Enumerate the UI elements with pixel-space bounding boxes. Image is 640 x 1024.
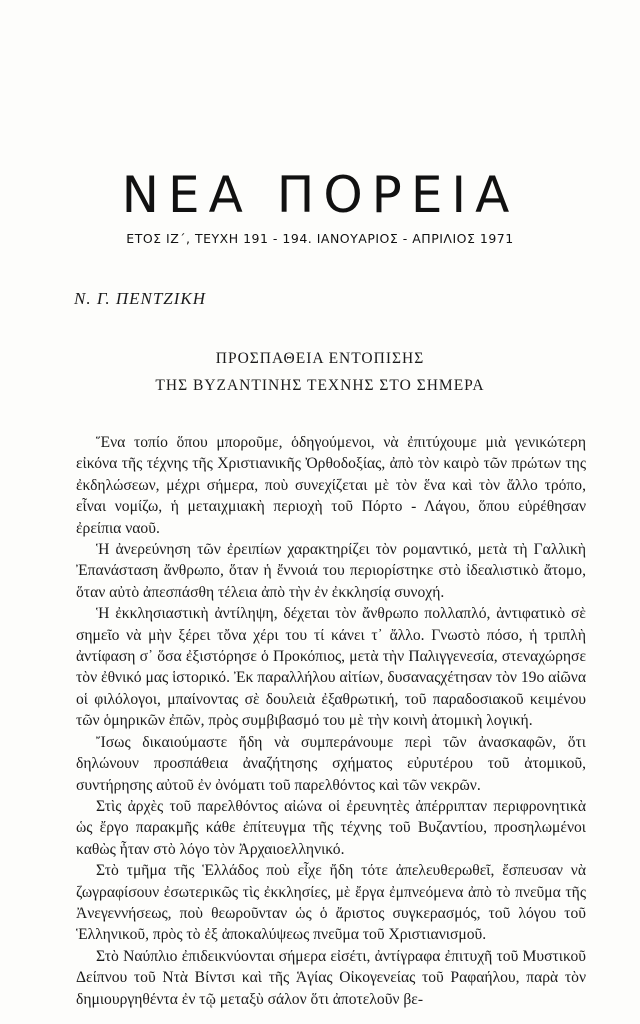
paragraph: Στὸ Ναύπλιο ἐπιδεικνύονται σήμερα εἰσέτι, ἀντίγραφα ἐπιτυχῆ τοῦ Μυστικοῦ Δείπνου τοῦ Ντὰ Βίντσι καὶ τῆς Ἁγίας Οἰκογενείας τοῦ Ραφαήλου, παρὰ τὸν δημιουργηθέντα ἐν τῷ μεταξὺ σάλον ὅτι ἀποτελοῦν βε- — [76, 947, 586, 1008]
article-author: Ν. Γ. ΠΕΝΤΖΙΚΗ — [74, 289, 207, 308]
paragraph: Στὸ τμῆμα τῆς Ἑλλάδος ποὺ εἶχε ἤδη τότε ἀπελευθερωθεῖ, ἔσπευσαν νὰ ζωγραφίσουν ἐσωτερικῶς τὶς ἐκκλησίες, μὲ ἔργα ἐμπνεόμενα ἀπὸ τὸ πνεῦμα τῆς Ἀνεγεννήσεως, ποὺ θεωροῦνταν ὡς ὁ ἄριστος συγκερασμός, τοῦ λόγου τοῦ Ἑλληνικοῦ, πρὸς τὸ ἐξ ἀποκαλύψεως πνεῦμα τοῦ Χριστιανισμοῦ. — [76, 862, 586, 944]
issue-line: ΕΤΟΣ ΙΖ΄, ΤΕΥΧΗ 191 - 194. ΙΑΝΟΥΑΡΙΟΣ - ΑΠΡΙΛΙΟΣ 1971 — [126, 231, 514, 246]
paragraph: Ἴσως δικαιούμαστε ἤδη νὰ συμπεράνουμε περὶ τῶν ἀνασκαφῶν, ὅτι δηλώνουν προσπάθεια ἀναζήτησης σχήματος εὐρυτέρου τοῦ ἀτομικοῦ, συντήρησης αὐτοῦ ἐν ὀνόματι τοῦ παρελθόντος καὶ τῶν νεκρῶν. — [76, 733, 586, 794]
paragraph: Ἡ ἀνερεύνηση τῶν ἐρειπίων χαρακτηρίζει τὸν ρομαντικό, μετὰ τὴ Γαλλικὴ Ἐπανάσταση ἄνθρωπο, ὅταν ἡ ἔννοιά του περιορίστηκε στὸ ἰδεαλιστικὸ ἄτομο, ὅταν αὐτὸ ἀπεσπάσθη τέλεια ἀπὸ τὴν ἐν ἐκκλησίᾳ συνοχή. — [76, 541, 586, 601]
article-title-line-1: ΠΡΟΣΠΑΘΕΙΑ ΕΝΤΟΠΙΣΗΣ — [215, 350, 425, 367]
article-title-line-2: ΤΗΣ ΒΥΖΑΝΤΙΝΗΣ ΤΕΧΝΗΣ ΣΤΟ ΣΗΜΕΡΑ — [155, 377, 485, 394]
journal-title: ΝΕΑ ΠΟΡΕΙΑ — [121, 166, 519, 224]
article-body — [76, 432, 586, 1010]
article-title — [0, 345, 640, 399]
paragraph: Στὶς ἀρχὲς τοῦ παρελθόντος αἰώνα οἱ ἐρευνητὲς ἀπέρριπταν περιφρονητικὰ ὡς ἔργο παρακμῆς κάθε ἐπίτευγμα τῆς τέχνης τοῦ Βυζαντίου, προσηλωμένοι καθὼς ἦταν στὸ λόγο τὸν Ἀρχαιοελληνικό. — [76, 797, 586, 858]
paragraph: Ἕνα τοπίο ὅπου μποροῦμε, ὁδηγούμενοι, νὰ ἐπιτύχουμε μιὰ γενικώτερη εἰκόνα τῆς τέχνης τῆς Χριστιανικῆς Ὀρθοδοξίας, ἀπὸ τὸν καιρὸ τῶν πρώτων της ἐκδηλώσεων, μέχρι σήμερα, ποὺ συνεχίζεται μὲ τὸν ἕνα καὶ τὸν ἄλλο τρόπο, εἶναι νομίζω, ἡ μεταιχμιακὴ περιοχὴ τοῦ Πόρτο - Λάγου, ὅπου εὑρέθησαν ἐρείπια ναοῦ. — [76, 434, 586, 537]
paragraph: Ἡ ἐκκλησιαστικὴ ἀντίληψη, δέχεται τὸν ἄνθρωπο πολλαπλό, ἀντιφατικὸ σὲ σημεῖο νὰ μὴν ξέρει τὄνα χέρι του τί κάνει τ᾽ ἄλλο. Γνωστὸ πόσο, ἡ τριπλὴ ἀντίφαση σ᾽ ὅσα ἐξιστόρησε ὁ Προκόπιος, μετὰ τὴν Παλιγγενεσία, στεναχώρησε τὸν ἐθνικό μας ἱστορικό. Ἐκ παραλλήλου αἰτίων, δυσαναςχέτησαν τὸν 19ο αἰῶνα οἱ φιλόλογοι, μπαίνοντας σὲ δουλειὰ ἐξαθρωτική, τοῦ παραδοσιακοῦ κειμένου τῶν ὁμηρικῶν ἐπῶν, πρὸς συμβιβασμό του μὲ τὴν κοινὴ ἀτομικὴ λογική. — [76, 605, 586, 730]
